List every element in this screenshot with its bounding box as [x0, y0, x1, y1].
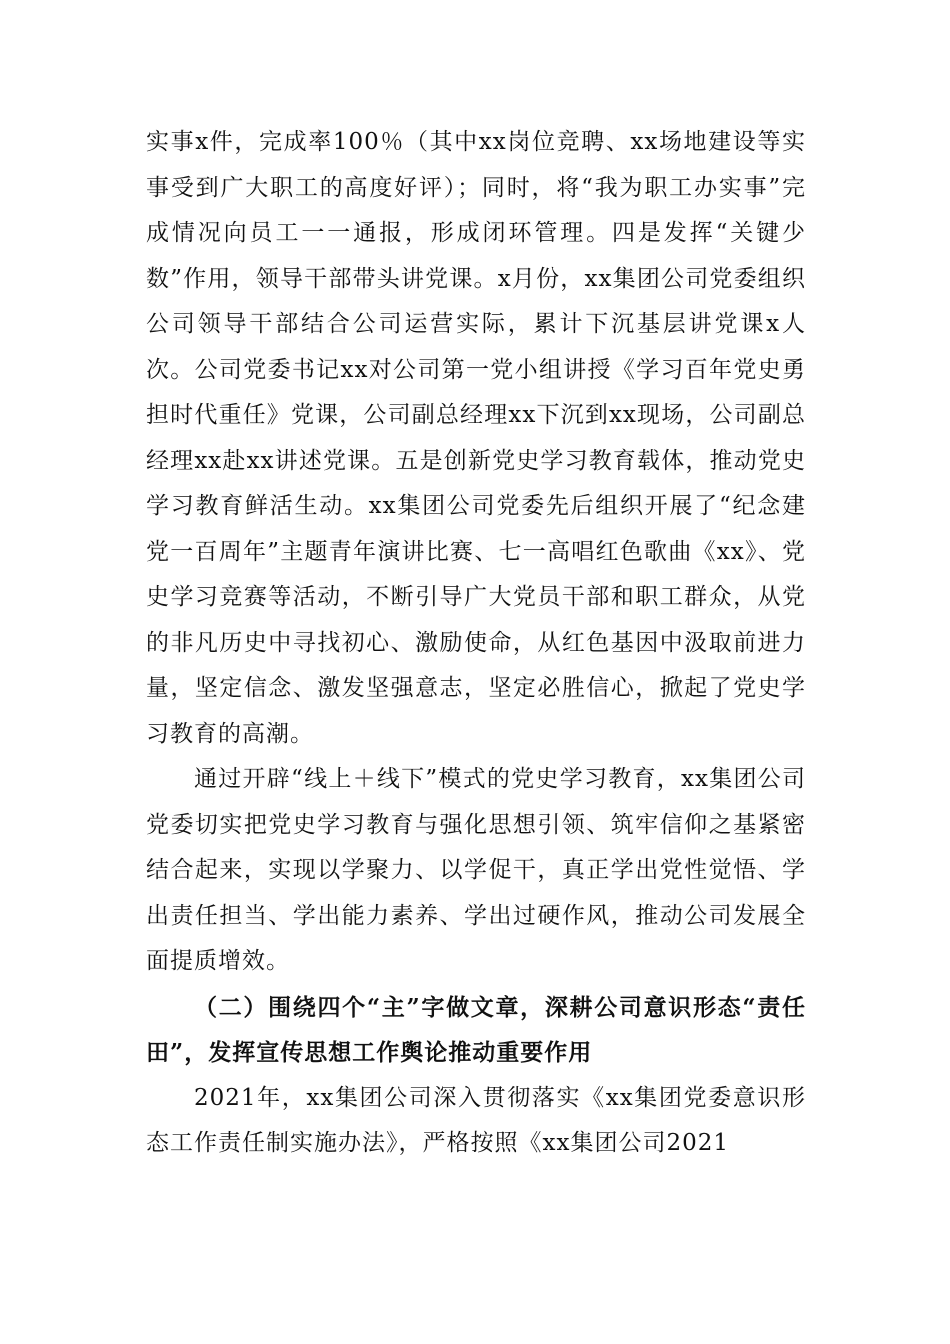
body-paragraph-3: 2021年，xx集团公司深入贯彻落实《xx集团党委意识形态工作责任制实施办法》，严格按照《xx集团公司2021 — [146, 1084, 806, 1156]
document-body — [146, 120, 806, 1167]
body-paragraph-2: 通过开辟“线上＋线下”模式的党史学习教育，xx集团公司党委切实把党史学习教育与强化思想引领、筑牢信仰之基紧密结合起来，实现以学聚力、以学促干，真正学出党性觉悟、学出责任担当、学出能力素养、学出过硬作风，推动公司发展全面提质增效。 — [146, 766, 806, 974]
body-paragraph-1: 实事x件，完成率100％（其中xx岗位竞聘、xx场地建设等实事受到广大职工的高度好评）；同时，将“我为职工办实事”完成情况向员工一一通报，形成闭环管理。四是发挥“关键少数”作用，领导干部带头讲党课。x月份，xx集团公司党委组织公司领导干部结合公司运营实际，累计下沉基层讲党课x人次。公司党委书记xx对公司第一党小组讲授《学习百年党史勇担时代重任》党课，公司副总经理xx下沉到xx现场，公司副总经理xx赴xx讲述党课。五是创新党史学习教育载体，推动党史学习教育鲜活生动。xx集团公司党委先后组织开展了“纪念建党一百周年”主题青年演讲比赛、七一高唱红色歌曲《xx》、党史学习竞赛等活动，不断引导广大党员干部和职工群众，从党的非凡历史中寻找初心、激励使命，从红色基因中汲取前进力量，坚定信念、激发坚强意志，坚定必胜信心，掀起了党史学习教育的高潮。 — [146, 129, 806, 747]
section-heading: （二）围绕四个“主”字做文章，深耕公司意识形态“责任田”，发挥宣传思想工作舆论推动重要作用 — [146, 993, 806, 1066]
